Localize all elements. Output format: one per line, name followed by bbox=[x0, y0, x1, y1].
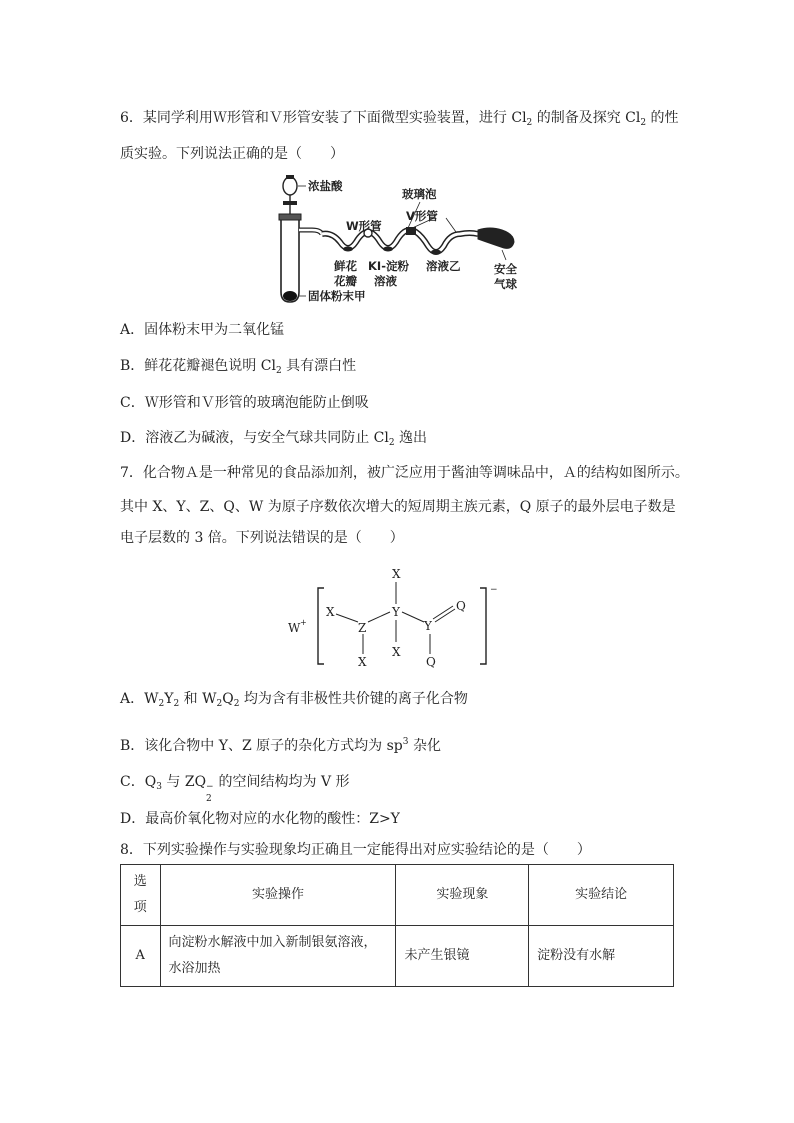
right-bracket bbox=[480, 588, 486, 664]
row-option: A bbox=[121, 926, 161, 987]
atom-x-bottom-left: X bbox=[358, 655, 367, 669]
atom-x-top: X bbox=[392, 567, 401, 581]
safety-balloon-icon bbox=[478, 228, 514, 248]
atom-y-right: Y bbox=[424, 619, 432, 633]
q7-option-d: D．最高价氧化物对应的水化物的酸性：Z>Y bbox=[120, 811, 400, 827]
label-ki-starch-2: 溶液 bbox=[374, 274, 397, 288]
q7-stem-line3: 电子层数的 3 倍。下列说法错误的是（ ） bbox=[120, 530, 404, 546]
label-solution-b: 溶液乙 bbox=[426, 259, 461, 273]
atom-z: Z bbox=[358, 621, 367, 635]
label-ki-starch-1: KI-淀粉 bbox=[368, 259, 409, 273]
label-balloon-1: 安全 bbox=[494, 262, 517, 276]
cation-charge: + bbox=[300, 618, 307, 627]
anion-charge: − bbox=[490, 585, 498, 595]
header-phenomenon: 实验现象 bbox=[396, 865, 529, 926]
row-conclusion: 淀粉没有水解 bbox=[529, 926, 674, 987]
q7-option-a: A．$W_2Y_2$ 和 $W_2Q_2$ 均为含有非极性共价键的离子化合物 bbox=[120, 691, 468, 709]
cation-w: W bbox=[288, 621, 301, 635]
label-v-tube: V形管 bbox=[406, 209, 438, 223]
q6-option-b: B．鲜花花瓣褪色说明 $Cl_2$ 具有漂白性 bbox=[120, 358, 357, 376]
atom-x-left: X bbox=[326, 605, 335, 619]
label-petal-1: 鲜花 bbox=[334, 259, 357, 273]
q6-apparatus-figure bbox=[270, 172, 530, 310]
atom-x-bottom-center: X bbox=[392, 645, 401, 659]
q8-experiment-table bbox=[120, 864, 674, 987]
q7-option-c: C．$Q_3$ 与 ZQ − 2 的空间结构均为 V 形 bbox=[120, 774, 350, 804]
label-glass-bulb: 玻璃泡 bbox=[402, 187, 437, 201]
header-operation: 实验操作 bbox=[160, 865, 396, 926]
label-petal-2: 花瓣 bbox=[334, 274, 357, 288]
left-bracket bbox=[318, 588, 324, 664]
label-solid-powder: 固体粉末甲 bbox=[308, 289, 366, 303]
q7-option-b: B．该化合物中 Y、Z 原子的杂化方式均为 $sp^3$ 杂化 bbox=[120, 737, 441, 754]
atom-q-top: Q bbox=[456, 599, 466, 613]
q6-option-a: A．固体粉末甲为二氧化锰 bbox=[120, 322, 285, 338]
label-balloon-2: 气球 bbox=[494, 277, 517, 291]
q7-structure-figure bbox=[280, 562, 500, 674]
dropping-funnel-icon bbox=[283, 175, 297, 216]
q6-stem-line1: 6．某同学利用Ｗ形管和Ｖ形管安装了下面微型实验装置，进行 $Cl_2$ 的制备及探究 $Cl_2$ 的性 bbox=[120, 110, 679, 128]
header-option: 选 项 bbox=[121, 865, 161, 926]
atom-q-bottom: Q bbox=[426, 655, 436, 669]
table-header-row bbox=[121, 865, 674, 926]
q7-stem-line2: 其中 X、Y、Z、Q、W 为原子序数依次增大的短周期主族元素，Q 原子的最外层电子数是 bbox=[120, 499, 676, 515]
q6-stem-line2: 质实验。下列说法正确的是（ ） bbox=[120, 146, 344, 162]
row-operation: 向淀粉水解液中加入新制银氨溶液， 水浴加热 bbox=[160, 926, 396, 987]
header-conclusion: 实验结论 bbox=[529, 865, 674, 926]
atom-y-center: Y bbox=[392, 605, 400, 619]
label-w-tube: W形管 bbox=[346, 219, 382, 233]
q6-option-d: D．溶液乙为碱液，与安全气球共同防止 $Cl_2$ 逸出 bbox=[120, 430, 428, 448]
row-phenomenon: 未产生银镜 bbox=[396, 926, 529, 987]
q6-option-c: C．Ｗ形管和Ｖ形管的玻璃泡能防止倒吸 bbox=[120, 395, 369, 411]
q8-stem: 8．下列实验操作与实验现象均正确且一定能得出对应实验结论的是（ ） bbox=[120, 842, 591, 858]
test-tube-icon bbox=[279, 214, 301, 302]
label-concentrated-hcl: 浓盐酸 bbox=[308, 179, 343, 193]
q7-stem-line1: 7．化合物Ａ是一种常见的食品添加剂，被广泛应用于酱油等调味品中，Ａ的结构如图所示。 bbox=[120, 465, 689, 481]
table-row bbox=[121, 926, 674, 987]
